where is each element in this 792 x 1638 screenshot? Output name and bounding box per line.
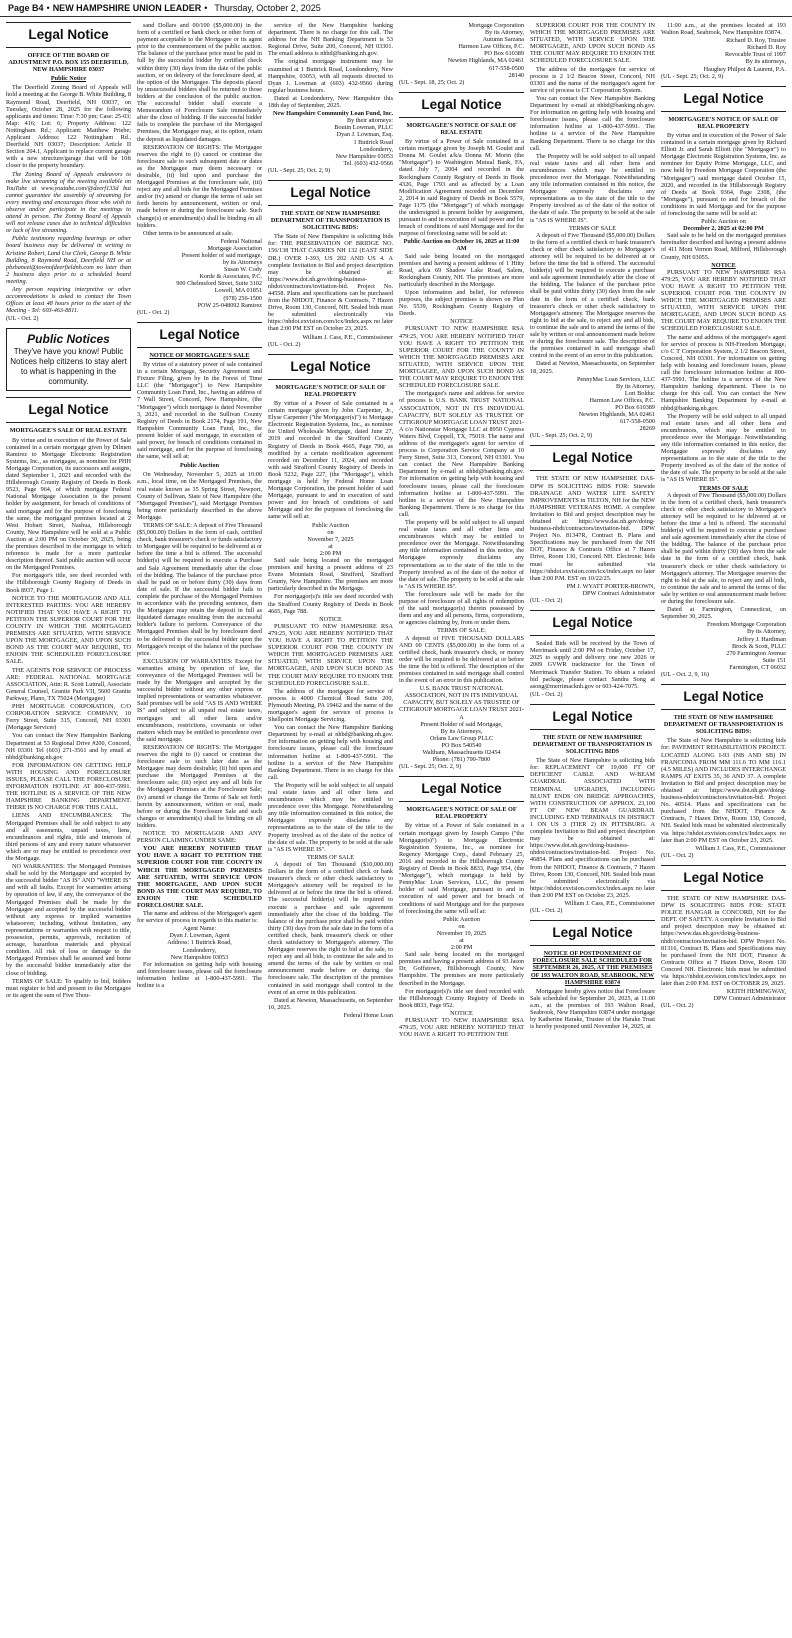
- notice-mortgagee-sale-milford: [661, 116, 786, 678]
- publication-dates: (UL - Oct. 2): [661, 851, 694, 859]
- publication-dates: (UL - Oct. 2): [137, 308, 170, 316]
- notice-body: Mortgagee hereby gives notice that Foreclosure Sale scheduled for September 26, 2025, at 11:00 a.m., at the premises of 193 Walton Road, Seabrook, New Hampshire 03874 under mortgage by Katherine Harake, Trustee of the Harake Trust is hereby postponed until November 14, 2025, at: [530, 987, 655, 1031]
- notice-paragraph: PURSUANT TO NEW HAMPSHIRE RSA 479:25, YOU ARE HEREBY NOTIFIED THAT YOU HAVE A RIGHT TO PETITION THE: [399, 1017, 524, 1039]
- signature-line: Newton Highlands, MA 02461: [578, 411, 655, 419]
- notice-mortgagee-sale-goffstown: [399, 806, 524, 1038]
- signature-line: 28269: [639, 425, 655, 433]
- notice-subheading: NOTICE: [450, 1009, 473, 1017]
- signature-line: By its Attorney,: [485, 29, 524, 37]
- publication-dates: (UL - Sept. 18, 25; Oct. 2): [399, 78, 465, 86]
- publication-dates: (UL - Sept. 25; Oct. 2, 9): [530, 432, 593, 440]
- column-5: [530, 22, 655, 1628]
- agent-block: [137, 925, 262, 960]
- notice-dot-bids-bridge: [268, 210, 393, 348]
- notice-paragraph: RESERVATION OF RIGHTS: The Mortgagee reserves the right to (i) cancel or continue the foreclosure sale to such later date as the Mortgagee may deem desirable; (ii) bid upon and purchase the Mortgaged Premises at the foreclosure sale; (iii) reject any and all bids for the Mortgaged Premises at the Foreclosure Sale; (iv) amend or change the Terms of Sale set forth herein by announcement, written or oral, made before or during the Foreclosure Sale and such changes or amendment(s) shall be binding on all bidders.: [137, 743, 262, 829]
- notice-title: THE STATE OF NEW HAMPSHIRE DEPARTMENT OF TRANSPORTATION IS SOLICITING BIDS:: [270, 209, 391, 232]
- notice-paragraph: You can contact the New Hampshire Banking Department by e-mail at nhbd@banking.nh.gov. For information on getting help with housing and foreclosure issues, please call the foreclosure information hotline at 1-800-437-5991. The hotline is a service of the New Hampshire Banking Department. There is no charge for this call.: [268, 724, 393, 781]
- signature-line: Jeffrey J. Hardiman: [737, 635, 786, 643]
- notice-dot-guardrail: [530, 734, 655, 914]
- notice-paragraph: TERMS OF SALE: A deposit of Five Thousand ($5,000.00) Dollars in the form of cash, certified check, bank treasurer's check or funds satisfactory to Mortgagee will be required to be delivered at or before the time a bid is offered. The successful bidder(s) will be required to execute a Purchase and Sale Agreement immediately after the close of the bidding. The balance of the purchase price shall be paid on or before thirty (30) days from date of sale. If the successful bidder fails to complete the purchase of the Mortgaged Premises in accordance with the preceding sentence, then the Mortgagee may retain the deposit in full as liquidated damages resulting from the successful bidder's failure to perform. Conveyance of the Mortgaged Premises shall be by foreclosure deed to be delivered to the successful bidder upon the Mortgagee's receipt of the balance of the purchase price.: [137, 522, 262, 657]
- notice-paragraph: The Property will be sold subject to all unpaid real estate taxes and all other liens and encumbrances which may be entitled to precedence over this Mortgage. Notwithstanding any title information contained in this notice, the Mortgagee expressly disclaims any representations as to the state of the title to the Property involved as of the date of the notice of the date of sale. The property to be sold at the sale is "AS IS WHERE IS".: [268, 781, 393, 853]
- signature-line: Londonderry,: [359, 145, 393, 153]
- notice-paragraph: Said sale being located on the mortgaged premises and having a present address of 93 Jason Dr, Goffstown, Hillsborough County, New Hampshire. The premises are more particularly described in the Mortgage.: [399, 951, 524, 987]
- signature-line: Waltham, Massachusetts 02454: [422, 749, 501, 756]
- notice-paragraph: EXCLUSION OF WARRANTIES: Except for warranties arising by operation of law, the conveyance of the Mortgaged Premises will be made by the Mortgagee and accepted by the successful bidder without any other express or implied representations or warranties whatsoever. Said premises will be sold "AS IS AND WHERE IS" and subject to all unpaid real estate taxes, mortgages and all other liens and/or encumbrances, restrictions, covenants or other matters which may be entitled to precedence over the said mortgage.: [137, 657, 262, 743]
- notice-paragraph: For mortgagor(s)'s title see deed recorded with the Strafford County Registry of Deeds in Book 4665, Page 788.: [268, 593, 393, 615]
- notice-body: THE STATE OF NEW HAMPSHIRE DAS-DPW IS SOLICITING BIDS FOR: Sitewide DRAINAGE AND WATER LIFE SAFETY IMPROVEMENTS in TILTON, NH for the NEW HAMPSHIRE VETERANS HOME. A complete Invitation to Bid and project description may be obtained at: https://www.das.nh.gov/doing-business-nhdt/contractors/invitation-bid. DPW Project No. 81347R, Contract B. Plans and Specifications may be purchased from the NH DOT, Finance & Contracts Office at 7 Hazen Drive, Room 130, Concord NH. Electronic bids must be submitted via https://nhdot.exvision.com/icx/index.aspx no later than 2:00 P.M. EST on 10/22/25.: [530, 475, 655, 582]
- auction-line: Public Auction: [443, 915, 480, 923]
- auction-line: on: [327, 528, 334, 536]
- auction-line: at: [459, 936, 464, 944]
- notice-paragraph: The name and address of the Mortgagee's agent for service of process in regards to this matter is:: [137, 910, 262, 925]
- auction-line: 2:00 PM: [319, 549, 342, 557]
- notice-zba: [6, 52, 131, 322]
- notice-subheading: TERMS OF SALE: [568, 224, 617, 232]
- legal-notice-heading: Legal Notice: [661, 684, 786, 710]
- notice-signature: [399, 685, 524, 763]
- publication-dates: (UL - Oct. 2, 9, 16): [661, 670, 709, 678]
- signature-line: Richard D. Roy, Trustee: [726, 37, 786, 45]
- notice-paragraph: Said sale being located on the mortgaged premises and having a present address of 23 Evans Mountain Road, Strafford, Strafford County, New Hampshire. The premises are more particularly described in the Mortgage.: [268, 557, 393, 593]
- notice-paragraph: NO WARRANTIES: The Mortgaged Premises shall be sold by the Mortgagee and accepted by the successful bidder "AS IS" AND "WHERE IS" and with all faults. Except for warranties arising by operation of law, if any, the conveyance of the Mortgaged Premises shall be made by the Mortgagee and accepted by the successful bidder without any express or implied warranties whatsoever, including, without limitation, any representations or warranties with respect to title, possession, permits, approvals, recitation of acreage, hazardous materials and physical condition. All risk of loss or damage to the Mortgaged Premises shall be assumed and borne by the successful bidder immediately after the close of bidding.: [6, 863, 131, 977]
- notice-paragraph: By virtue and in execution of the Power of Sale contained in a certain mortgage given by Dilmen Ramirez to Mortgage Electronic Registration Systems, Inc., as mortgagee, as nominee for PHH Mortgage Corporation, its successors and assigns, dated September 1, 2021 and recorded with the Hillsborough County Registry of Deeds in Book 9523, Page 964, of which mortgage Federal National Mortgage Association is the present holder by assignment, for breach of conditions of said mortgage and for the purpose of foreclosing the same, the mortgaged premises located at 2 West Hobart Street, Nashua, Hillsborough County, New Hampshire will be sold at a Public Auction at 2:00 PM on October 30, 2025, being the premises described in the mortgage to which reference is made for a more particular description thereof. Said public auction will occur on the Mortgaged Premises.: [6, 436, 131, 572]
- publication-dates: (UL - Oct. 2): [661, 1002, 694, 1010]
- notice-paragraph: You can contact the New Hampshire Banking Department by e-mail at nhbd@banking.nh.gov. For information on getting help with housing and foreclosure issues, please call the foreclosure information hotline at 1-800-437-5991. The hotline is a service of the New Hampshire Banking Department. There is no charge for this call.: [530, 94, 655, 152]
- legal-notice-heading: Legal Notice: [661, 86, 786, 112]
- notice-paragraph: By virtue of a Power of Sale contained in a certain mortgage given by Joseph M. Goulet and Donna M. Goulet a/k/a Donna M. Morin (the "Mortgagor") to Washington Mutual Bank, FA, dated July 7, 2004 and recorded in the Rockingham County Registry of Deeds in Book 4326, Page 1793 and as affected by a Loan Modification Agreement recorded on December 2, 2014 in said Registry of Deeds in Book 5579, Page 1175 (the "Mortgage") of which mortgage the undersigned is present holder by assignment, pursuant to and in execution of said power and for breach of conditions of said Mortgage and for the purpose of foreclosing same will be sold at:: [399, 138, 524, 238]
- signature-line: Orlans Law Group PLLC: [429, 734, 494, 742]
- auction-line: November 7, 2025: [307, 535, 354, 543]
- legal-notice-heading: Legal Notice: [530, 704, 655, 730]
- notice-signature: William J. Cass, P.E., Commissioner: [695, 844, 786, 852]
- legal-notice-heading: Legal Notice: [530, 610, 655, 636]
- notice-paragraph: By virtue of a statutory power of sale contained in a certain Mortgage, Security Agreement and Fixture Filing, given by In the Forest of Time LLC (the "Mortgagor") to New Hampshire Community Loan Fund, Inc., having an address of 7 Wall Street, Concord, New Hampshire, (the "Mortgagee") which mortgage is dated November 3, 2021, and recorded in the Sullivan County Registry of Deeds in Book 2174, Page 191, New Hampshire Community Loan Fund, Inc., the present holder of said mortgage, in execution of said power, for breach of conditions contained in said mortgage, and for the purpose of foreclosing the same, will sell at:: [137, 360, 262, 461]
- column-2: [137, 22, 262, 1628]
- signature-line: U.S. BANK TRUST NATIONAL ASSOCIATION, NOT IN ITS INDIVIDUAL CAPACITY, BUT SOLELY AS TRUSTEE OF CITIGROUP MORTGAGE LOAN TRUST 2021-A: [399, 685, 524, 721]
- publication-dates: (UL - Sept. 25; Oct. 2, 9): [268, 166, 331, 174]
- signature-line: Susan W. Cody: [224, 266, 262, 274]
- notice-paragraph: Dated at Farmington, Connecticut, on September 30, 2025.: [661, 606, 786, 621]
- notice-mortgagee-sale-newport: [137, 352, 262, 989]
- publication-dates: (UL - Oct. 2): [530, 907, 563, 915]
- agent-line: Dyan J. Lowman, Agent: [169, 932, 230, 940]
- notice-signature: William J. Cass, P.E., Commissioner: [302, 333, 393, 341]
- signature-line: Autumn Sarzana: [482, 36, 524, 44]
- notice-signature: [268, 110, 393, 167]
- notice-paragraph: A deposit of Ten Thousand ($10,000.00) Dollars in the form of a certified check or bank treasurer's check or other check satisfactory to Mortgagee's attorney will be required to be delivered at or before the time the bid is offered. The successful bidder(s) will be required to execute a purchase and sale agreement immediately after the close of the bidding. The balance of the purchase price shall be paid within thirty (30) days from the sale date in the form of a certified check, bank treasurer's check or other check satisfactory to Mortgagee's attorney. The Mortgagee reserves the right to bid at the sale, to reject any and all bids, to continue the sale and to amend the terms of the sale by written or oral announcement made before or during the foreclosure sale. The description of the premises contained in said mortgage shall control in the event of an error in this publication.: [268, 860, 393, 996]
- auction-line: on: [458, 922, 465, 930]
- signature-line: 900 Chelmsford Street, Suite 3102: [176, 280, 262, 288]
- notice-testimony-text: Public testimony regarding hearings or other board business may be delivered in writing to Kristine Robert, Land Use Clerk, George B. White Building, 8 Raymond Road, Deerfield NH or at pbzhaneet@townofdeerfieldnh.com no later than 2 business days prior to a scheduled board meeting.: [6, 235, 131, 285]
- signature-line: PennyMac Loan Services, LLC: [576, 375, 655, 383]
- notice-signature: [661, 621, 786, 671]
- notice-paragraph: NOTICE TO THE MORTGAGOR AND ALL INTERESTED PARTIES: YOU ARE HEREBY NOTIFIED THAT YOU HAVE A RIGHT TO PETITION THE SUPERIOR COURT FOR THE COUNTY IN WHICH THE MORTGAGED PREMISES ARE SITUATED, WITH SERVICE UPON THE MORTGAGEE, AND UPON SUCH BOND AS THE COURT MAY REQUIRE, TO ENJOIN THE SCHEDULED FORECLOSURE SALE.: [6, 594, 131, 666]
- signature-line: PM J. WYATT PORTER-BROWN,: [566, 582, 655, 590]
- header-separator: •: [204, 3, 208, 13]
- notice-paragraph: PURSUANT TO NEW HAMPSHIRE RSA 479:25, YOU ARE HEREBY NOTIFIED THAT YOU HAVE A RIGHT TO PETITION THE SUPERIOR COURT FOR THE COUNTY IN WHICH THE MORTGAGED PREMISES ARE SITUATED, WITH SERVICE UPON THE MORTGAGEE, AND UPON SUCH BOND AS THE COURT MAY REQUIRE TO ENJOIN THE SCHEDULED FORECLOSURE SALE.: [661, 268, 786, 333]
- signature-line: By its Attorneys,: [440, 727, 483, 735]
- notice-signature: [399, 22, 524, 79]
- publication-dates: (UL - Sept. 25; Oct. 2, 9): [661, 72, 724, 80]
- notice-mortgagee-sale-salem: [399, 122, 524, 770]
- notice-subtitle: Public Notice: [50, 75, 87, 83]
- notice-signature: [530, 376, 655, 433]
- notice-paragraph: By virtue and in execution of the Power of Sale contained in a certain mortgage given by Richard Elliott Jr. and Sarah Elliott (the "Mortgagor") to Mortgage Electronic Registration Systems, Inc. as nominee for Equity Prime Mortgage, LLC, and now held by Freedom Mortgage Corporation (the "Mortgagee") said mortgage dated October 15, 2020, and recorded in the Hillsborough Registry of Deeds at Book 9364, Page 2308, (the "Mortgage"), pursuant to and for breach of the conditions in said Mortgage and for the purpose of foreclosing the same will be sold at:: [661, 131, 786, 217]
- signature-line: Phone: (781) 790-7800: [432, 756, 491, 764]
- legal-notice-heading: Legal Notice: [399, 776, 524, 802]
- notice-signature: Federal Home Loan: [343, 1011, 393, 1019]
- notice-body: Sealed Bids will be received by the Town of Merrimack until 2:00 PM on Friday, October 17, 2025 to supply and delivery one new 2026 or 2009 GVWR tracktractor for the Town of Merrimack Transfer Station. To obtain a related bid package, please contact Sandra Song at asong@merrimacknh.gov or 603-424-7075.: [530, 640, 655, 690]
- signature-line: By their attorneys:: [346, 117, 393, 125]
- auction-line: Public Auction on October 16, 2025 at 11:00 AM: [403, 238, 520, 253]
- signature-line: 28140: [508, 71, 524, 79]
- signature-line: 1 Buttrick Road: [353, 138, 393, 146]
- box-title: Public Notices: [27, 332, 110, 347]
- column-1: [6, 22, 131, 1628]
- notice-body: The State of New Hampshire is soliciting bids for: THE PRESERVATION OF BRIDGE NO. 156/138 THAT CARRIES NH 132 (EAST SIDE DR.) OVER I-393, US 202 AND US 4. A complete Invitation to Bid and project description may be obtained at: https://www.dot.nh.gov/doing-business-nhdot/contractors/invitation-bid. Project No. 44558. Plans and specifications can be purchased from the NHDOT, Finance & Contracts, 7 Hazen Drive, Room 130, Concord, NH. Sealed bids must be submitted electronically via https://nhdot.exvision.com/icx/Index.aspx no later than 2:00 PM EST on October 23, 2025.: [268, 233, 393, 333]
- notice-paragraph: service of the New Hampshire banking department. There is no charge for this call. The address for the NH Banking Department is 53 Regional Drive, Suite 200, Concord, NH 03301. The email address is nhbd@banking.nh.gov.: [268, 22, 393, 58]
- signature-line: 617-558-0500: [488, 64, 524, 72]
- signature-line: PO Box 610389: [484, 50, 524, 58]
- notice-paragraph: The name and address of the mortgagee's agent for service of process is NH-Freedom Mortgage, c/o C T Corporation System, 2 1/2 Beacon Street, Concord, NH 03301. For information on getting help with housing and foreclosure issues, please call the foreclosure information hotline at 800-437-5991. The hotline is a service of the New Hampshire banking department. There is no charge for this call. You can contact the New Hampshire Banking Department by e-mail at nhbd@banking.nh.gov.: [661, 333, 786, 412]
- header-separator: •: [46, 3, 50, 13]
- signature-line: Revocable Trust of 1997: [724, 51, 786, 59]
- notice-paragraph: FOR INFORMATION ON GETTING HELP WITH HOUSING AND FORECLOSURE ISSUES, PLEASE CALL THE FORECLOSURE INFORMATION HOTLINE AT 800-437-5991. THE HOTLINE IS A SERVICE OF THE NEW HAMPSHIRE BANKING DEPARTMENT. THERE IS NO CHARGE FOR THIS CALL.: [6, 761, 131, 812]
- notice-paragraph: The foreclosure sale will be made for the purpose of foreclosure of all rights of redemption of the said mortgagor(s) therein possessed by them and any and all persons, firms, corporations, or agencies claiming by, from or under them.: [399, 590, 524, 627]
- notice-paragraph: NOTICE TO MORTGAGOR AND ANY PERSON CLAIMING UNDER SAME:: [137, 830, 262, 845]
- auction-title: Public Auction: [179, 462, 220, 470]
- agent-line: Londonderry,: [182, 946, 217, 954]
- notice-merrimack-bids: [530, 640, 655, 698]
- signature-line: DPW Contract Administrator: [582, 589, 655, 597]
- notice-paragraph: LIENS AND ENCUMBRANCES: The Mortgaged Premises shall be sold subject to any and all easements, unpaid taxes, liens, encumbrances and rights, title and interests of third persons of any and every nature whatsoever which are or may be entitled to precedence over the Mortgage.: [6, 812, 131, 862]
- signature-line: Mortgage Association: [207, 244, 262, 252]
- notice-paragraph: The Property will be sold subject to all unpaid real estate taxes and all other liens and encumbrances which may be entitled to precedence over the Mortgage. Notwithstanding any title information contained in this notice, the Mortgagee expressly disclaims any representations as to the state of the title to the Property involved as of the date of the notice of the date of sale. The property to be sold at the sale is "AS IS WHERE IS".: [530, 152, 655, 224]
- notice-paragraph: Dated at Newton, Massachusetts, on September 18, 2025.: [530, 360, 655, 375]
- signature-line: Lowell, MA 01851: [214, 287, 262, 295]
- notice-livestream-text: The Zoning Board of Appeals endeavors to make live streaming of the meeting available on YouTube at www.youtube.com/@deerf133d but cannot guarantee the assembly of streaming for every meeting and encourages those who wish to observe and/or participate in the meetings to attend in person. The Zoning Board of Appeals will not release cases due to technical difficulties or lack of live streaming.: [6, 170, 131, 235]
- legal-notice-heading: Legal Notice: [399, 92, 524, 118]
- notice-paragraph: The mortgagee's name and address for service of process is U.S. BANK TRUST NATIONAL ASSOCIATION, NOT IN ITS INDIVIDUAL CAPACITY, BUT SOLELY AS TRUSTEE OF CITIGROUP MORTGAGE LOAN TRUST 2021-A c/o Nationstar Mortgage LLC at 8950 Cypress Waters Blvd, Coppell, TX, 75019. The name and address of the mortgagee's agent for service of process is Corporation Service Company at 10 Ferry Street, Suite 313, Concord, NH 03301. You can contact the New Hampshire Banking Department by e-mail at nhbd@banking.nh.gov. For information on getting help with housing and foreclosure issues, please call the foreclosure information hotline at 1-800-437-5991. The hotline is a service of the New Hampshire Banking Department. There is no charge for this call.: [399, 390, 524, 518]
- notice-signature: [661, 37, 786, 72]
- notice-body: The State of New Hampshire is soliciting bids for: PAVEMENT REHABILITATION PROJECT. LOCATED ALONG I-93 (NB AND SB) IN FRANCONIA FROM MM 111.6 TO MM 116.1 (4.5 MILES) AND INCLUDES INTERCHANGE RAMPS AT EXITS 35, 36 AND 37. A complete Invitation to Bid and project description may be obtained at: https://www.dot.nh.gov/doing-business-nhdot/contractors/invitation-bid. Project No. 40514. Plans and specifications can be purchased from the NHDOT, Finance & Contracts, 7 Hazen Drive, Room 130, Concord, NH. Sealed bids must be submitted electronically via https://nhdot.exvision.com/icx/Index.aspx no later than 2:00 PM EST on October 23, 2025.: [661, 737, 786, 844]
- signature-line: Farmington, CT 06032: [729, 663, 786, 671]
- signature-line: Freedom Mortgage Corporation: [706, 621, 786, 629]
- legal-notice-heading: Legal Notice: [6, 22, 131, 48]
- auction-line: December 2, 2025 at 02:00 PM: [683, 225, 764, 233]
- signature-line: PO Box 540540: [441, 741, 482, 749]
- page-number: Page B4: [8, 3, 44, 13]
- signature-line: by its Attorneys: [222, 259, 262, 267]
- signature-line: Tel. (603) 432-9566: [343, 159, 393, 167]
- auction-line: November 19, 2025: [436, 929, 487, 937]
- notice-signature: [530, 583, 655, 597]
- signature-line: Mortgage Corporation: [468, 22, 524, 29]
- signature-line: Dyan J. Lowman, Esq.: [336, 131, 393, 139]
- signature-line: By its Attorney,: [747, 628, 786, 636]
- publication-dates: (UL - Oct. 2): [6, 315, 39, 323]
- notice-paragraph: Dated at Londonderry, New Hampshire this 18th day of September, 2025.: [268, 94, 393, 110]
- notice-title: MORTGAGEE'S NOTICE OF SALE OF REAL ESTATE: [406, 121, 517, 136]
- notice-paragraph: By virtue of a Power of Sale contained in a certain mortgage given by John Carpenter, Jr., Elyse Carpenter ("the Mortgagor(s)") to Mortgage Electronic Registration Systems, Inc., as nominee for United Wholesale Mortgage, dated June 27, 2019 and recorded in the Strafford County Registry of Deeds in Book 4665, Page 790, as modified by a certain modification agreement recorded on December 11, 2024, and recorded with said Strafford County Registry of Deeds in Book 5232, Page 227, (the "Mortgage"), which mortgage is held by Federal Home Loan Mortgage Corporation, the present holder of said Mortgage, pursuant to and in execution of said power and for breach of conditions of said Mortgage and for the purposes of foreclosing the same will sell at:: [268, 399, 393, 521]
- legal-notice-heading: Legal Notice: [137, 322, 262, 348]
- notice-paragraph: The Property will be sold subject to all unpaid real estate taxes and all other liens and encumbrances, which may be entitled to precedence over the Mortgage. Notwithstanding any title information contained in this notice, the Mortgagee expressly disclaims any representations as to the state of the title to the Property involved as of the date of the notice of the date of sale. The property to be sold at the sale is "AS IS WHERE IS".: [661, 412, 786, 484]
- notice-paragraph: RESERVATION OF RIGHTS: The Mortgagee reserves the right to (i) cancel or continue the foreclosure sale to such subsequent date or dates as the Mortgagee may deem necessary or desirable, (ii) bid upon and purchase the Mortgaged Premises at the foreclosure sale, (iii) reject any and all bids for the Mortgaged Premises and/or (iv) amend or change the terms of sale set forth herein by announcement, written or oral, made before or during the foreclosure sale. Such change(s) or amendment(s) shall be binding on all bidders.: [137, 143, 262, 229]
- signature-line: New Hampshire 03053: [335, 152, 393, 160]
- notice-paragraph: PURSUANT TO NEW HAMPSHIRE RSA 479:25, YOU ARE HEREBY NOTIFIED THAT YOU HAVE A RIGHT TO PETITION THE SUPERIOR COURT FOR THE COUNTY IN WHICH THE MORTGAGED PREMISES ARE SITUATED, WITH SERVICE UPON THE MORTGAGEE, AND UPON SUCH BOND AS THE COURT MAY REQUIRE TO ENJOIN THE SCHEDULED FORECLOSURE SALE.: [268, 622, 393, 687]
- notice-paragraph: Upon information and belief, for reference purposes, the subject premises is shown on Plan No. 5539, Rockingham County Registry of Deeds.: [399, 289, 524, 318]
- notice-paragraph: 11:00 a.m., at the premises located at 193 Walton Road, Seabrook, New Hampshire 03874.: [661, 22, 786, 37]
- legal-notice-heading: Legal Notice: [661, 865, 786, 891]
- notice-paragraph: TERMS OF SALE: To qualify to bid, bidders must register to bid and present to the Mortgagee or its agent the sum of Five Thou-: [6, 977, 131, 999]
- notice-title: MORTGAGEE'S NOTICE OF SALE OF REAL PROPERTY: [406, 806, 517, 821]
- notice-paragraph: For information on getting help with housing and foreclosure issues, please call the foreclosure information hotline at 1-800-437-5991. The hotline is a: [137, 960, 262, 989]
- column-6: [661, 22, 786, 1628]
- signature-line: Korde & Associates, P.C.: [199, 273, 262, 281]
- signature-line: Newton Highlands, MA 02461: [447, 57, 524, 65]
- notice-paragraph: Said sale to be held on the mortgaged premises hereinafter described and having a present address of 411 Mont Vernon Road, Milford, Hillsborough County, NH 03055.: [661, 232, 786, 261]
- notice-subheading: TERMS OF SALE: [306, 853, 355, 861]
- notice-paragraph: The address of the mortgagee for service of process is 2 1/2 Beacon Street, Concord, NH 03301 and the name of the mortgagee's agent for service of process is CT Corporation System.: [530, 65, 655, 94]
- notice-paragraph: Dated at Newton, Massachusetts, on September 10, 2025.: [268, 996, 393, 1011]
- notice-paragraph: By virtue of a Power of Sale contained in a certain mortgage given by Joseph Campo ("the Mortgagor(s)") to Mortgage Electronic Registration Systems, Inc., as nominee for Regency Mortgage Corp., dated February 25, 2016 and recorded in the Hillsborough County Registry of Deeds in Book 8833, Page 954, (the "Mortgage"), which mortgage is held by PennyMac Loan Services, LLC, the present holder of said Mortgage, pursuant to and in execution of said power and for breach of conditions of said Mortgage and for the purposes of foreclosing the same will sell at:: [399, 822, 524, 915]
- agent-line: Address: 1 Buttrick Road,: [167, 939, 232, 947]
- signature-line: Haughey Philpot & Laurent, P.A.: [703, 65, 786, 73]
- publication-dates: (UL - Oct. 2): [530, 597, 563, 605]
- notice-subheading: NOTICE: [450, 318, 473, 326]
- signature-line: 270 Farmington Avenue: [726, 649, 786, 657]
- notice-subheading: TERMS OF SALE: [698, 484, 749, 492]
- notice-title: MORTGAGEE'S SALE OF REAL ESTATE: [9, 427, 128, 435]
- notice-subheading: NOTICE: [711, 261, 736, 269]
- signature-line: Richard D. Roy: [746, 44, 786, 52]
- notice-paragraph: Said sale being located on the mortgaged premises and having a present address of 1 Hitty Road, a/k/a 69 Shadow Lake Road, Salem, Rockingham County, NH. The premises are more particularly described in the Mortgage.: [399, 252, 524, 288]
- signature-line: Harmon Law Offices, P.C.: [589, 396, 655, 404]
- publication-name: NEW HAMPSHIRE UNION LEADER: [52, 3, 202, 13]
- signature-line: PO Box 610389: [615, 403, 655, 411]
- notice-paragraph: The original mortgage instrument may be examined at 1 Buttrick Road, Londonderry, New Hampshire, 03053, with all requests directed to Dyan J. Lowman at (603) 432-9566 during regular business hours.: [268, 58, 393, 94]
- notice-mortgagee-sale-ramirez: [6, 427, 131, 998]
- notice-mortgagee-sale-strafford: [268, 384, 393, 1019]
- notice-paragraph: A deposit of FIVE THOUSAND DOLLARS AND 00 CENTS ($5,000.00) in the form of a certified check, bank treasurer's check, or money order will be required to be delivered at or before the time the bid is offered. The description of the premises contained in said mortgage shall control in the event of an error in this publication.: [399, 634, 524, 685]
- notice-title: NOTICE OF POSTPONEMENT OF FORECLOSURE SALE SCHEDULED FOR SEPTEMBER 26, 2025, AT THE PREMISES OF 193 WALTON ROAD, SEABROOK, NEW HAMPSHIRE 03874: [530, 950, 655, 986]
- notice-title: OFFICE OF THE BOARD OF ADJUSTMENT P.O. BOX 155 DEERFIELD, NEW HAMPSHIRE 03037: [8, 52, 129, 74]
- signature-line: By its attorneys,: [745, 58, 786, 66]
- notice-title: THE STATE OF NEW HAMPSHIRE DEPARTMENT OF TRANSPORTATION IS SOLICITING BIDS: [532, 733, 653, 756]
- signature-line: DPW Contract Administrator: [713, 995, 786, 1003]
- notice-signature: William J. Cass, P.E., Commissioner: [564, 900, 655, 908]
- signature-line: Harmon Law Offices, P.C.: [458, 43, 524, 51]
- notice-paragraph: You can contact the New Hampshire Banking Department at 53 Regional Drive #200, Concord, NH 03301 Tel (603) 271-3561 and by email at nhbd@banking.nh.gov: [6, 732, 131, 761]
- notice-paragraph: SUPERIOR COURT FOR THE COUNTY IN WHICH THE MORTGAGED PREMISES ARE SITUATED, WITH SERVICE UPON THE MORTGAGEE, AND UPON SUCH BOND AS THE COURT MAY REQUIRE TO ENJOIN THE SCHEDULED FORECLOSURE SALE.: [530, 22, 655, 65]
- auction-block: [661, 218, 786, 232]
- notice-paragraph: On Wednesday, November 5, 2025 at 10:00 a.m., local time, on the Mortgaged Premises, the real estate known as 35 Spring Street, Newport, County of Sullivan, State of New Hampshire (the "Mortgaged Premises"), said Mortgage Premises being more particularly described in the above Mortgage.: [137, 471, 262, 521]
- notice-dot-franconia: [661, 714, 786, 859]
- notice-title: THE STATE OF NEW HAMPSHIRE DEPARTMENT OF TRANSPORTATION IS SOLICITING BIDS:: [663, 714, 784, 736]
- signature-line: Lori Bolduc: [624, 389, 655, 397]
- notice-paragraph: PHH MORTGAGE CORPORATION, C/O CORPORATION SERVICE COMPANY, 10 Ferry Street, Suite 315, Concord, NH 03301 (Mortgage Servicer): [6, 703, 131, 732]
- issue-date: Thursday, October 2, 2025: [214, 3, 321, 13]
- notice-accommodations-text: Any person requiring interpretive or other accommodations is asked to contact the Town Offices at least 48 hours prior to the start of the Meeting - Tel: 603-463-8811.: [6, 286, 131, 315]
- notice-paragraph: The address of the mortgagee for service of process is 4000 Chemical Road Suite 200, Plymouth Meeting, PA 19462 and the name of the mortgagee's agent for service of process is Shellpoint Mortgage Servicing.: [268, 687, 393, 724]
- auction-line: 2:00 PM: [450, 944, 473, 952]
- notice-paragraph: PURSUANT TO NEW HAMPSHIRE RSA 479:25, YOU ARE HEREBY NOTIFIED THAT YOU HAVE A RIGHT TO PETITION THE SUPERIOR COURT FOR THE COUNTY IN WHICH THE MORTGAGED PREMISES ARE SITUATED, WITH SERVICE UPON THE MORTGAGEE, AND UPON SUCH BOND AS THE COURT MAY REQUIRE TO ENJOIN THE SCHEDULED FORECLOSURE SALE.: [399, 325, 524, 390]
- notice-body: The State of New Hampshire is soliciting bids for: REPLACEMENT OF 19,000 FT OF DEFICIENT CABLE AND W-BEAM GUARDRAIL ASSOCIATED WITH TERMINAL UPGRADES, INCLUDING BLUNT ENDS ON BRIDGE APPROACHES, WITH CONSTRUCTION OF APPROX. 23,100 FT OF NEW BEAM GUARDRAIL INCLUDING END TERMINALS IN DISTRICT 1 ON US 3 (TIER 2) IN PITTSBURG. A complete Invitation to Bid and project description may be obtained at: https://www.dot.nh.gov/doing-business-nhdot/contractors/invitation-bid. Project No. 46854. Plans and specifications can be purchased from the NHDOT, Finance & Contracts, 7 Hazen Drive, Room 130, Concord, NH. Sealed bids must be submitted electronically via https://nhdot.exvision.com/icx/index.aspx no later than 2:00 PM EST on October 23, 2025.: [530, 757, 655, 899]
- publication-dates: (UL - Sept. 25; Oct. 2, 9): [399, 763, 462, 771]
- notice-columns: [6, 22, 786, 1628]
- notice-subheading: TERMS OF SALE:: [437, 627, 486, 635]
- column-3: [268, 22, 393, 1628]
- notice-dpw-tilton: [530, 475, 655, 604]
- box-body: They've have you know! Public Notices help citizens to stay alert to what is happening in the community.: [10, 347, 127, 387]
- legal-notice-heading: Legal Notice: [6, 397, 131, 423]
- publication-dates: (UL - Oct. 2): [268, 340, 301, 348]
- page-header: [0, 0, 792, 17]
- notice-paragraph: Other terms to be announced at sale.: [143, 229, 234, 237]
- signature-line: 617-558-0500: [619, 418, 655, 426]
- signature-line: (978) 256-1500: [223, 294, 262, 302]
- notice-paragraph: A deposit of Five Thousand ($5,000.00) Dollars in the form of a certified check or bank treasurer's check or other check satisfactory to Mortgagee's attorney will be required to be delivered at or before the time the bid is offered. The successful bidder(s) will be required to execute a purchase and sale agreement immediately after the close of the bidding. The balance of the purchase price shall be paid within thirty (30) days from the sale date in the form of a certified check, bank treasurer's check or other check satisfactory to Mortgagee's attorney. The Mortgagee reserves the right to bid at the sale, to reject any and all bids, to continue the sale and to amend the terms of the sale by written or oral announcement made before or during the foreclosure sale. The description of the premises contained in said mortgage shall control in the event of an error in this publication.: [530, 231, 655, 360]
- notice-dpw-hangar: [661, 895, 786, 1010]
- column-4: [399, 22, 524, 1628]
- publication-dates: (UL - Oct. 2): [530, 690, 563, 698]
- notice-paragraph: sand Dollars and 00/100 ($5,000.00) in the form of a certified or bank check or other form of payment acceptable to the Mortgagee or its agent prior to the commencement of the public auction. The balance of the purchase price must be paid in full by the successful bidder by certified check within thirty (30) days from the date of the public auction, or on delivery of the foreclosure deed, at the option of the Mortgagee. The deposits placed by unsuccessful bidders shall be returned to those bidders at the conclusion of the public auction. The successful bidder shall execute a Memorandum of Foreclosure Sale immediately after the close of bidding. If the successful bidder fails to complete the purchase of the Mortgaged Premises, the Mortgagee may, at its option, retain the deposit as liquidated damages.: [137, 22, 262, 143]
- notice-body: The Deerfield Zoning Board of Appeals will hold a meeting at the George B. White Building, 8 Raymond Road, Deerfield, NH 03037, on Tuesday, October 28, 2025 for the following applicants and times: Time: 7:30 pm; Case: 25-03; Map: 416; Lot: 6; Property Address: 122 Nottingham Rd.; Applicant: Matthew Priebe; Applicant Address: 122 Nottingham Rd., Deerfield NH 03037; Description: Article II Section 204.1, Applicant to replace current garage with a new structure/garage that will be 10ft closer to the property boundary.: [6, 84, 131, 170]
- notice-paragraph: YOU ARE HEREBY NOTIFIED THAT YOU HAVE A RIGHT TO PETITION THE SUPERIOR COURT FOR THE COUNTY IN WHICH THE MORTGAGED PREMISES ARE SITUATED, WITH SERVICE UPON THE MORTGAGEE, AND UPON SUCH BOND AS THE COURT MAY REQUIRE, TO ENJOIN THE SCHEDULED FORECLOSURE SALE.: [137, 845, 262, 909]
- notice-signature: [137, 238, 262, 309]
- signature-line: Present Holder of said Mortgage,: [420, 720, 503, 728]
- agent-line: New Hampshire 03053: [170, 953, 229, 961]
- notice-paragraph: The property will be sold subject to all unpaid real estate taxes and all other liens and encumbrances which may be entitled to precedence over the Mortgage. Notwithstanding any title information contained in this notice, the Mortgagee expressly disclaims any representations as to the state of the title to the Property involved as of the date of the notice of the date of sale. The property to be sold at the sale is "AS IS WHERE IS".: [399, 519, 524, 590]
- agent-line: Agent Name:: [182, 925, 217, 933]
- legal-notice-heading: Legal Notice: [530, 920, 655, 946]
- legal-notice-heading: Legal Notice: [268, 180, 393, 206]
- notice-title: MORTGAGEE'S NOTICE OF SALE OF REAL PROPERTY: [275, 383, 386, 398]
- notice-paragraph: THE AGENTS FOR SERVICE OF PROCESS ARE: FEDERAL NATIONAL MORTGAGE ASSOCIATION, Attn: R. Scott Luttrall, Associate General Counsel, Granite Park VII, 5600 Granite Parkway, Plano, TX 75024 (Mortgagee): [6, 666, 131, 702]
- signature-line: Suite 151: [762, 656, 786, 664]
- signature-line: KEITH HEMINGWAY,: [726, 988, 786, 996]
- auction-line: Public Auction on: [701, 218, 746, 226]
- notice-signature: [661, 988, 786, 1002]
- signature-line: Federal National: [220, 237, 262, 245]
- auction-block: [399, 916, 524, 951]
- signature-line: Present holder of said mortgage,: [181, 252, 262, 259]
- notice-paragraph: For mortgagor(s)'s title see deed recorded with the Hillsborough County Registry of Deeds in Book 8833, Page 952.: [399, 987, 524, 1009]
- notice-title: MORTGAGEE'S NOTICE OF SALE OF REAL PROPERTY: [668, 115, 779, 130]
- legal-notice-heading: Legal Notice: [268, 354, 393, 380]
- notice-subheading: NOTICE: [319, 615, 342, 623]
- signature-line: Boutin Lowman, PLLC: [334, 124, 393, 132]
- auction-line: Public Auction: [312, 521, 349, 529]
- notice-title: NOTICE OF MORTGAGEE'S SALE: [149, 351, 250, 359]
- signature-line: Brock & Scott, PLLC: [732, 642, 786, 650]
- legal-notice-heading: Legal Notice: [530, 445, 655, 471]
- notice-postponement: [530, 950, 655, 1030]
- notice-paragraph: A deposit of Five Thousand ($5,000.00) Dollars in the form of a certified check, bank treasurer's check or other check satisfactory to Mortgagee's attorney will be required to be delivered at or before the time a bid is offered. The successful bidder(s) will be required to execute a purchase and sale agreement immediately after the close of the bidding. The balance of the purchase price shall be paid within thirty (30) days from the sale date in the form of a certified check, bank treasurer's check or other check satisfactory to Mortgagee's attorney. The Mortgagee reserves the right to bid at the sale, to reject any and all bids, to continue the sale and to amend the terms of the sale by written or oral announcement made before or during the foreclosure sale.: [661, 491, 786, 606]
- signature-line: By its Attorney,: [616, 382, 655, 390]
- public-notices-box: [6, 328, 131, 391]
- signature-line: POW 25-048092 Ramirez: [197, 301, 262, 309]
- notice-paragraph: For mortgagor's title, see deed recorded with the Hillsborough County Registry of Deeds in Book 8937, Page 1.: [6, 572, 131, 594]
- auction-line: at: [328, 542, 333, 550]
- notice-body: THE STATE OF NEW HAMPSHIRE DAS-DPW IS SOLICITING BIDS FOR: STATE POLICE HANGAR in CONCORD, NH for the DEPT. OF SAFETY. A complete Invitation to Bid and project description may be obtained at: https://www.das.nh.gov/doing-business-nhdt/contractors/invitation-bid. DPW Project No. 81316, Contract B. Plans and Specifications may be purchased from the NH DOT, Finance & Contracts Office at 7 Hazen Drive, Room 130 Concord NH. Electronic bids must be submitted via https://nhdot.exvision.com/icx/index.aspx no later than 2:00 P.M. EST on OCTOBER 29, 2025.: [661, 894, 786, 988]
- auction-block: [268, 522, 393, 557]
- signature-line: New Hampshire Community Loan Fund, Inc.: [272, 110, 393, 118]
